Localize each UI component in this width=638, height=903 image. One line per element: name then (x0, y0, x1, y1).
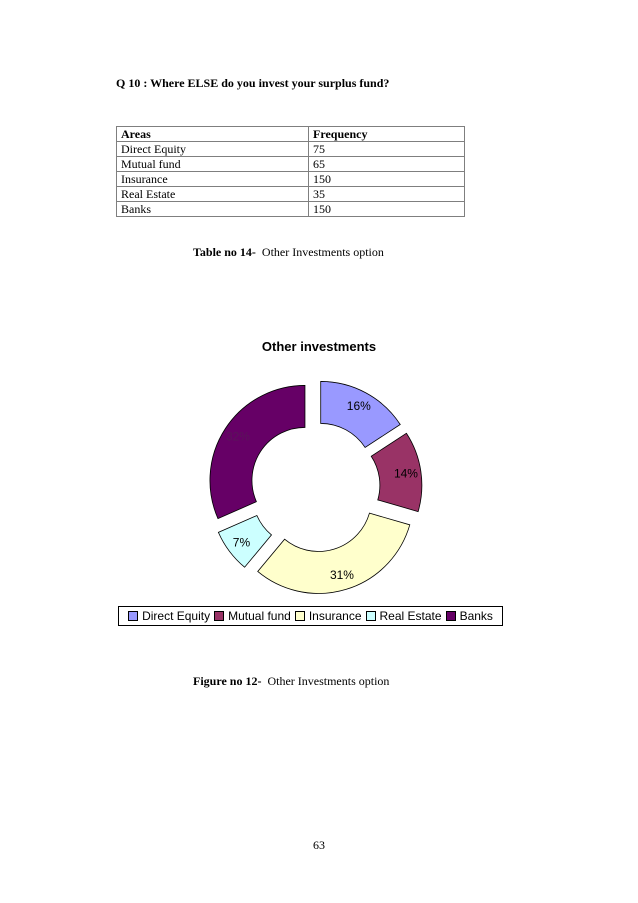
chart-title: Other investments (261, 339, 377, 354)
cell-frequency: 35 (309, 187, 465, 202)
legend-label: Real Estate (379, 609, 442, 623)
cell-frequency: 65 (309, 157, 465, 172)
legend-label: Banks (459, 609, 493, 623)
figure-caption-text: Other Investments option (267, 674, 390, 688)
data-label-mutual-fund: 14% (393, 466, 418, 481)
cell-area: Real Estate (117, 187, 309, 202)
legend-item-banks (446, 609, 493, 623)
legend-label: Mutual fund (228, 609, 291, 623)
legend-item-insurance (295, 609, 362, 623)
chart-legend (118, 606, 503, 626)
cell-area: Insurance (117, 172, 309, 187)
table-caption-text: Other Investments option (261, 245, 384, 259)
cell-frequency: 150 (309, 172, 465, 187)
cell-area: Direct Equity (117, 142, 309, 157)
legend-swatch (128, 611, 138, 621)
legend-item-real-estate (366, 609, 442, 623)
data-label-insurance: 31% (329, 567, 354, 582)
question-heading: Q 10 : Where ELSE do you invest your surplus fund? (116, 76, 390, 90)
legend-item-direct-equity (128, 609, 210, 623)
header-frequency: Frequency (309, 127, 465, 142)
slice-banks (210, 385, 305, 518)
figure-caption-label: Figure no 12- (193, 674, 262, 688)
legend-label: Direct Equity (142, 609, 211, 623)
legend-swatch (446, 611, 456, 621)
figure-caption (193, 674, 389, 689)
legend-item-mutual-fund (214, 609, 291, 623)
legend-swatch (214, 611, 224, 621)
data-label-direct-equity: 16% (346, 399, 371, 414)
data-label-banks: 32% (225, 429, 250, 444)
slice-direct-equity (321, 381, 401, 447)
legend-label: Insurance (308, 609, 362, 623)
header-areas: Areas (117, 127, 309, 142)
legend-swatch (366, 611, 376, 621)
cell-area: Banks (117, 202, 309, 217)
table-caption-label: Table no 14- (193, 245, 256, 259)
legend-swatch (295, 611, 305, 621)
cell-frequency: 75 (309, 142, 465, 157)
cell-frequency: 150 (309, 202, 465, 217)
cell-area: Mutual fund (117, 157, 309, 172)
data-label-real-estate: 7% (232, 535, 251, 550)
page-number: 63 (313, 838, 325, 852)
